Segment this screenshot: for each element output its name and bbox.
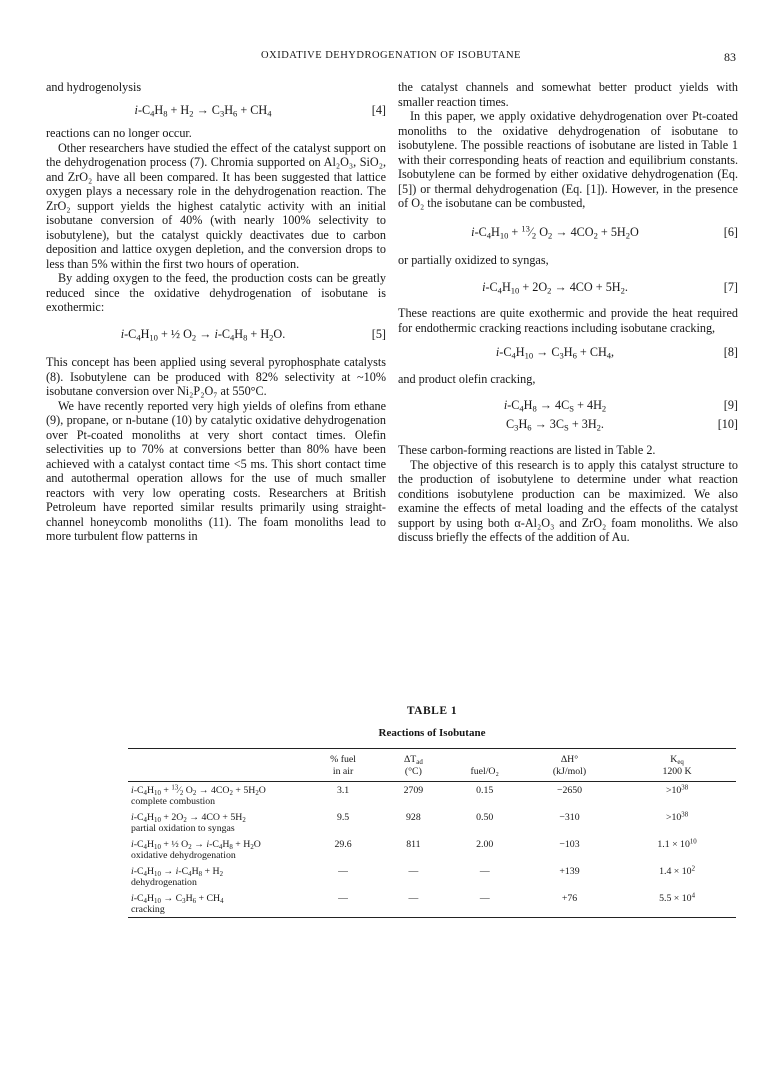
header-delta-t-ad: $\Delta T_{ad}$ (°C)	[403, 754, 423, 777]
header-keq: $K_{eq}$ 1200 K	[662, 754, 692, 777]
table-header-row	[128, 749, 736, 782]
equation-number: [9]	[723, 398, 738, 412]
paragraph: the catalyst channels and somewhat better product yields with smaller reaction times.	[398, 80, 738, 109]
paragraph: reactions can no longer occur.	[46, 126, 192, 140]
header-reaction	[128, 749, 308, 782]
reaction-cell: $i-C_4H_{10} \to C_3H_6 + CH_4$ cracking	[131, 893, 224, 915]
equation-body: $i-C_4H_{10} + 2O_2 \to 4CO + 5H_2$.	[482, 279, 628, 296]
dh-cell: +76	[561, 893, 578, 904]
header-fuel-o2: fuel/O₂	[470, 766, 499, 777]
ratio-cell: —	[479, 866, 490, 877]
equation-body: $i-C_4H_{10} \to C_3H_6 + CH_4$,	[495, 345, 615, 361]
equation-number: [4]	[371, 102, 386, 117]
dh-cell: −2650	[556, 785, 583, 796]
equation-body: $i-C_4H_8 \to 4C_S + 4H_2$	[503, 398, 607, 414]
fuel-cell: 29.6	[334, 839, 352, 850]
dt-cell: —	[408, 866, 419, 877]
running-title: OXIDATIVE DEHYDROGENATION OF ISOBUTANE	[261, 50, 521, 61]
table-row	[128, 809, 736, 836]
paragraph: These reactions are quite exothermic and provide the heat required for endothermic cracking reactions including isobutane cracking,	[398, 306, 738, 335]
header-fuel-in-air: % fuel in air	[330, 754, 356, 777]
paragraph: or partially oxidized to syngas,	[398, 253, 549, 267]
reaction-cell: $i-C_4H_{10}$ + $^{13}⁄_2$ $O_2 \to 4CO_2 + 5H_2O$ complete combustion	[131, 784, 266, 807]
table-row	[128, 863, 736, 890]
equation-number: [10]	[717, 416, 738, 431]
equation-body: $C_3H_6 \to 3C_S + 3H_2$.	[506, 416, 604, 433]
equation-number: [5]	[371, 326, 386, 341]
dh-cell: −103	[559, 839, 580, 850]
equation-8	[398, 345, 738, 360]
table-row	[128, 890, 736, 918]
equation-4	[46, 103, 386, 118]
keq-cell: $>10^{38}$	[665, 784, 689, 796]
dh-cell: +139	[559, 866, 580, 877]
equation-body: $i-C_4H_{10}$ + ½ $O_2 \to i-C_4H_8 + H_2O$.	[120, 326, 286, 343]
dt-cell: 2709	[403, 785, 424, 796]
paragraph: Other researchers have studied the effect of the catalyst support on the dehydrogenation process (7). Chromia supported on Al₂O₃, SiO₂, and ZrO₂ have all been compared. It has been suggested that lattice oxygen plays a necessary role in the dehydrogenation reaction. The ZrO₂ support yields the highest catalytic activity with an initial isobutane conversion of 40% (with nearly 100% selectivity to isobutylene), but the catalyst quickly deactivates due to carbon deposition and lattice oxygen depletion, and the conversion drops to less than 5% within the first two hours of operation.	[46, 140, 386, 271]
fuel-cell: 3.1	[336, 785, 350, 796]
table-label: TABLE 1	[406, 705, 458, 717]
equation-number: [7]	[723, 279, 738, 294]
paragraph: By adding oxygen to the feed, the production costs can be greatly reduced since the oxidative dehydrogenation of isobutane is exothermic:	[46, 271, 386, 314]
fuel-cell: —	[338, 866, 348, 877]
keq-cell: $>10^{38}$	[665, 811, 689, 823]
page-header	[46, 50, 736, 66]
paragraph: The objective of this research is to apply this catalyst structure to the production of isobutylene to determine under what reaction conditions isobutylene production can be maximized. We also examine the effects of metal loading and the effects of the catalyst support by using both α-Al₂O₃ and ZrO₂ foam monoliths. We also discuss briefly the effects of the addition of Au.	[398, 457, 738, 544]
page-number: 83	[724, 50, 736, 64]
equation-number: [8]	[723, 345, 738, 359]
paragraph: This concept has been applied using several pyrophosphate catalysts (8). Isobutylene can be produced with 82% selectivity at ~10% isobutane conversion over Ni₂P₂O₇ at 550°C.	[46, 355, 386, 398]
paragraph: We have recently reported very high yields of olefins from ethane (9), propane, or n-butane (10) by catalytic oxidative dehydrogenation over Pt-coated monoliths at very short contact times. Olefin selectivities up to 70% at conversions better than 80% have been achieved with a catalyst contact time <5 ms. This short contact time and autothermal operation allows for the use of much smaller reactors with very low operating costs. Researchers at British Petroleum have reported similar results primarily using straight-channel honeycomb monoliths (11). The foam monoliths lead to more turbulent flow patterns in	[46, 398, 386, 543]
table-row	[128, 836, 736, 863]
paragraph: These carbon-forming reactions are listed in Table 2.	[398, 443, 656, 457]
dt-cell: 811	[406, 839, 421, 850]
paragraph: In this paper, we apply oxidative dehydrogenation over Pt-coated monoliths to the oxidative dehydrogenation of isobutane to isobutylene. The possible reactions of isobutane are listed in Table 1 with their corresponding heats of reaction and equilibrium constants. Isobutylene can be formed by either oxidative dehydrogenation (Eq. [5]) or thermal dehydrogenation (Eq. [1]). However, in the presence of O₂ the isobutane can be combusted,	[398, 109, 738, 210]
right-column	[398, 80, 738, 545]
reaction-cell: $i-C_4H_{10} + 2O_2 \to 4CO + 5H_2$ partial oxidation to syngas	[131, 812, 246, 834]
left-column	[46, 80, 386, 544]
keq-cell: $1.4 \times 10^2$	[659, 865, 695, 877]
table-1	[128, 705, 736, 918]
dt-cell: 928	[406, 812, 421, 823]
fuel-cell: 9.5	[336, 812, 350, 823]
ratio-cell: 2.00	[476, 839, 494, 850]
equation-7	[398, 280, 738, 295]
table-row	[128, 782, 736, 810]
reaction-cell: $i-C_4H_{10} \to i-C_4H_8 + H_2$ dehydrogenation	[131, 866, 224, 888]
keq-cell: $1.1 \times 10^{10}$	[657, 838, 697, 850]
equation-body: $i-C_4H_8 + H_2 \to C_3H_6 + CH_4$	[134, 102, 272, 119]
equation-body: $i-C_4H_{10}$ + $^{13}⁄_2$ $O_2 \to 4CO_2 + 5H_2O$	[471, 223, 639, 241]
fuel-cell: —	[338, 893, 348, 904]
ratio-cell: 0.50	[476, 812, 494, 823]
dh-cell: −310	[559, 812, 580, 823]
equation-5	[46, 327, 386, 342]
paragraph: and hydrogenolysis	[46, 80, 142, 94]
ratio-cell: —	[479, 893, 490, 904]
reaction-cell: $i-C_4H_{10}$ + ½ $O_2 \to i-C_4H_8 + H_2O$ oxidative dehydrogenation	[131, 839, 261, 861]
dt-cell: —	[408, 893, 419, 904]
equation-6	[398, 225, 738, 240]
keq-cell: $5.5 \times 10^4$	[659, 892, 695, 904]
paragraph: and product olefin cracking,	[398, 371, 536, 386]
equation-10	[398, 417, 738, 432]
header-delta-h: ΔH° (kJ/mol)	[552, 754, 587, 777]
ratio-cell: 0.15	[476, 785, 494, 796]
table-title: Reactions of Isobutane	[378, 727, 486, 739]
reactions-table	[128, 748, 736, 918]
equation-9	[398, 398, 738, 413]
equation-number: [6]	[723, 224, 738, 239]
